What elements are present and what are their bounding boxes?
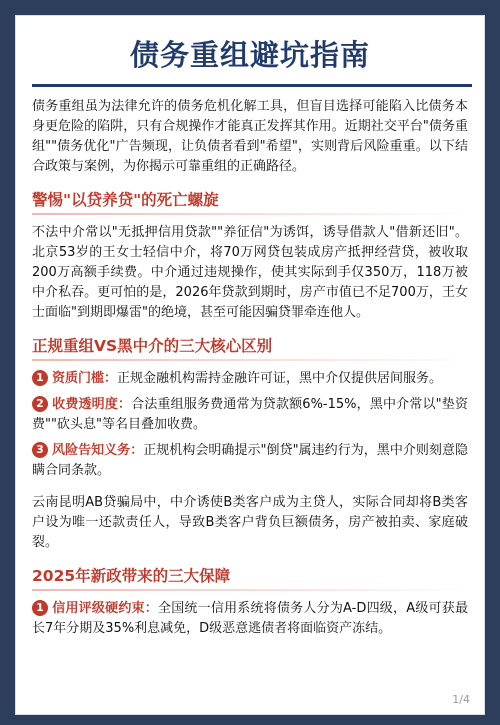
- list-item: [32, 599, 468, 639]
- item-keyword: 资质门槛：: [52, 371, 118, 386]
- item-keyword: 收费透明度：: [52, 397, 132, 412]
- item-keyword: 风险告知义务：: [52, 443, 144, 458]
- title-divider: [32, 84, 472, 87]
- intro-paragraph: 债务重组虽为法律允许的债务危机化解工具，但盲目选择可能陷入比债务本身更危险的陷阱，只有合规操作才能真正发挥其作用。近期社交平台"债务重组""债务优化"广告频现，让负债者看到"希望"，实则背后风险重重。以下结合政策与案例，为你揭示可靠重组的正确路径。: [32, 99, 468, 174]
- document-page: [15, 15, 485, 715]
- item-text: 合法重组服务费通常为贷款额6%-15%，黑中介常以"垫资费""砍头息"等名目叠加收费。: [32, 397, 468, 432]
- section-heading-3: 2025年新政带来的三大保障: [32, 563, 468, 591]
- number-badge: 3: [32, 442, 48, 458]
- number-badge: 1: [32, 600, 48, 616]
- list-item: [32, 395, 468, 435]
- section-1-body: 不法中介常以"无抵押信用贷款""养征信"为诱饵，诱导借款人"借新还旧"。北京53岁的王女士轻信中介，将70万网贷包装成房产抵押经营贷，被收取200万高额手续费。中介通过违规操作，使其实际到手仅350万，118万被中介私吞。更可怕的是，2026年贷款到期时，房产市值已不足700万，王女士面临"到期即爆雷"的绝境，甚至可能因骗贷罪牵连他人。: [32, 225, 468, 320]
- item-text: 正规机构会明确提示"倒贷"属违约行为，黑中介则刻意隐瞒合同条款。: [32, 443, 468, 478]
- case-paragraph: 云南昆明AB贷骗局中，中介诱使B类客户成为主贷人，实际合同却将B类客户设为唯一还款责任人，导致B类客户背负巨额债务，房产被拍卖、家庭破裂。: [32, 495, 468, 550]
- page-title: 债务重组避坑指南: [129, 38, 370, 72]
- item-text: 正规金融机构需持金融许可证，黑中介仅提供居间服务。: [117, 371, 443, 386]
- list-item: [32, 369, 468, 389]
- section-heading-2: 正规重组VS黑中介的三大核心区别: [32, 333, 468, 361]
- item-text: 全国统一信用系统将债务人分为A-D四级，A级可获最长7年分期及35%利息减免，D级恶意逃债者将面临资产冻结。: [32, 601, 468, 636]
- page-number: 1/4: [452, 693, 470, 706]
- item-keyword: 信用评级硬约束：: [52, 601, 158, 616]
- number-badge: 2: [32, 396, 48, 412]
- number-badge: 1: [32, 370, 48, 386]
- list-item: [32, 441, 468, 481]
- section-heading-1: 警惕"以贷养贷"的死亡螺旋: [32, 187, 468, 215]
